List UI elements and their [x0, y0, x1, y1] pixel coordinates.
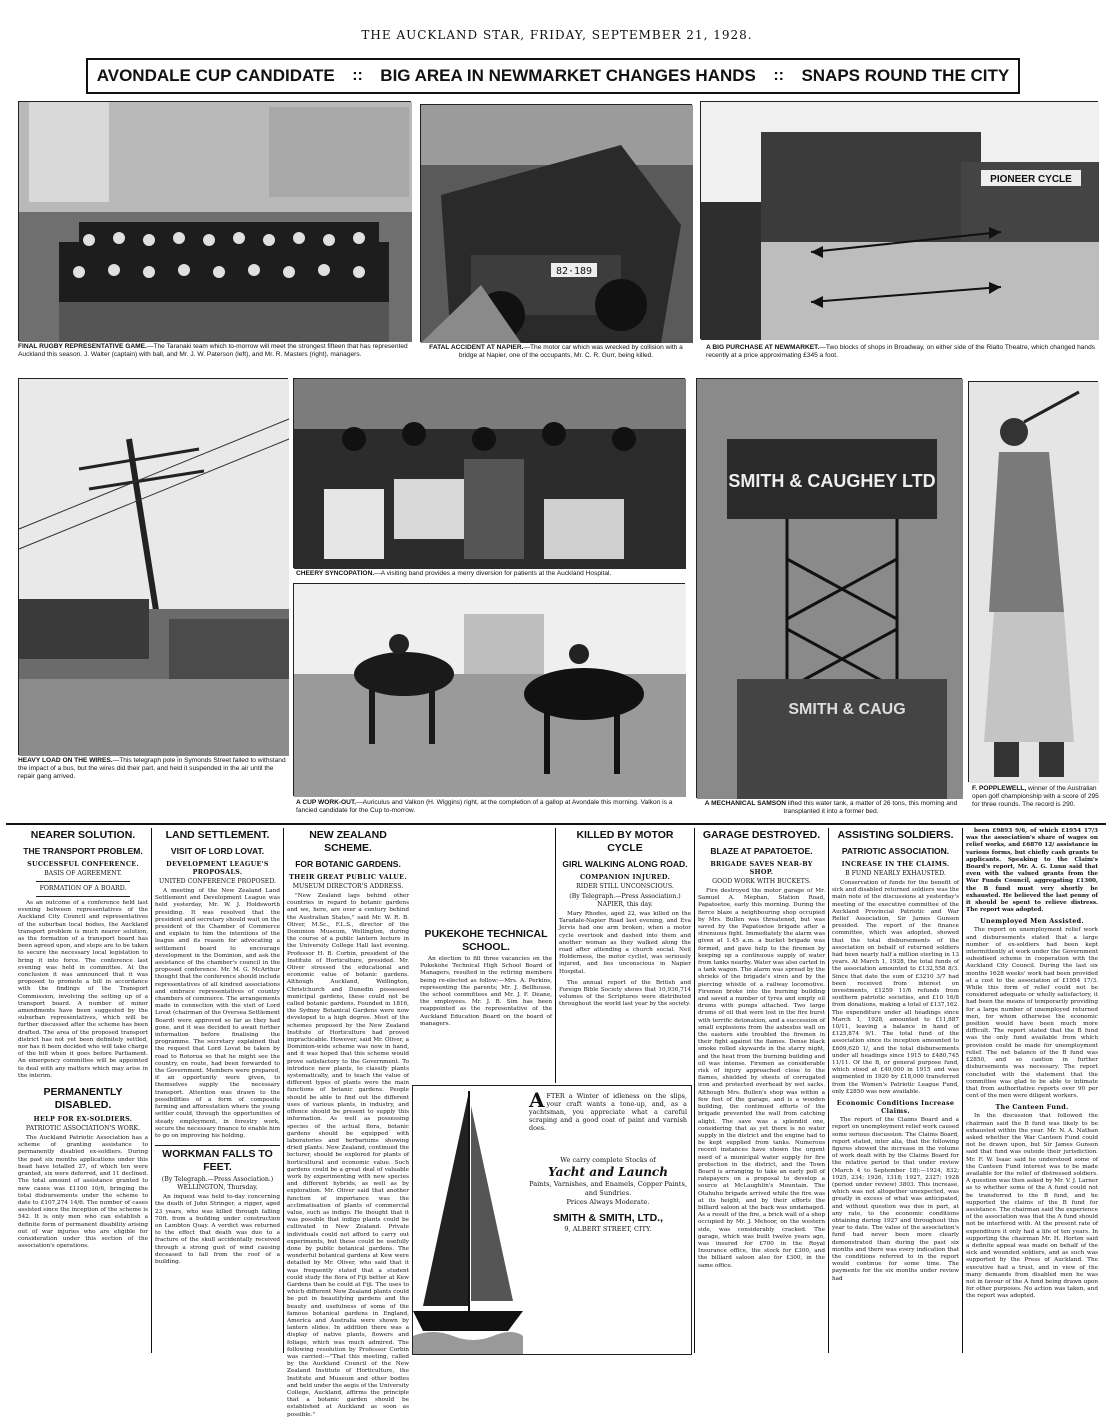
photo-newmarket-shops	[700, 101, 1098, 339]
article-botanic-gardens	[287, 828, 409, 1418]
caption-accident	[420, 344, 692, 374]
headline: PERMANENTLY DISABLED.	[43, 1086, 123, 1112]
photo-telegraph-pole	[18, 378, 288, 755]
tank-sign: SMITH & CAUGHEY LTD	[728, 471, 936, 491]
article-body: The annual report of the British and Foreign Bible Society shows that 10,936,714 volumes of the Scriptures were distributed throughout the world last year by the society.	[559, 979, 691, 1008]
column-rule	[694, 828, 695, 1353]
headline: GARAGE DESTROYED.	[702, 829, 821, 841]
dateline: (By Telegraph.—Press Association.) WELLINGTON, Thursday.	[161, 1176, 274, 1192]
headline: ASSISTING SOLDIERS.	[837, 829, 954, 841]
ad-line: We carry complete Stocks of	[560, 1156, 656, 1164]
sailboat-illustration	[413, 1086, 523, 1354]
deck: HELP FOR EX-SOLDIERS.	[33, 1115, 133, 1124]
subheadline: VISIT OF LORD LOVAT.	[170, 846, 265, 856]
subheadline: FOR BOTANIC GARDENS.	[295, 859, 401, 869]
deck: DEVELOPMENT LEAGUE'S PROPOSALS.	[166, 860, 269, 876]
wall-sign: SMITH & CAUG	[788, 701, 906, 718]
headline: WORKMAN FALLS TO FEET.	[155, 1145, 280, 1174]
caption-title: A MECHANICAL SAMSON	[704, 800, 787, 807]
photo-band	[293, 378, 685, 568]
section-head: Unemployed Men Assisted.	[980, 917, 1084, 926]
caption-text: —This telegraph pole in Symonds Street failed to withstand the impact of a bus, but the wires did their part, and held it suspended in the air until the repair gang arrived.	[18, 757, 286, 780]
photo-water-tank	[696, 378, 962, 798]
subheadline: GIRL WALKING ALONG ROAD.	[562, 859, 688, 869]
headline: KILLED BY MOTOR CYCLE	[576, 829, 674, 854]
banner-left: AVONDALE CUP CANDIDATE	[96, 66, 335, 85]
caption-text: —A visiting band provides a merry diversion for patients at the Auckland Hospital.	[374, 570, 612, 577]
article-pukekohe	[420, 828, 552, 1083]
photo-rugby-team	[18, 101, 411, 341]
article-transport	[18, 828, 148, 1353]
deck: GOOD WORK WITH BUCKETS.	[712, 878, 811, 885]
headline: NEW ZEALAND SCHEME.	[309, 829, 387, 854]
banner-middle: BIG AREA IN NEWMARKET CHANGES HANDS	[380, 66, 756, 85]
banner-separator: ::	[352, 67, 363, 84]
caption-text: —Auriculus and Valkon (H. Wiggins) right, at the completion of a gallop at Avondale this morning. Valkon is a fancied candidate for the Cup to-morrow.	[296, 799, 673, 814]
deck: UNITED CONFERENCE PROPOSED.	[158, 878, 277, 885]
caption-text: lifted this water tank, a matter of 26 tons, this morning and transplanted it into a former bed.	[783, 800, 958, 815]
subheadline: PATRIOTIC ASSOCIATION.	[841, 846, 950, 856]
caption-title: CHEERY SYNCOPATION.	[296, 570, 375, 577]
article-garage-fire	[698, 828, 825, 1353]
article-body: Conservation of funds for the benefit of sick and disabled returned soldiers was the main note of the discussions at yesterday's meeting of the executive committee of the Auckland Provincial Patriotic and War Relief Association, Sir James Gunson presided. The report of the finance committee, which was adopted, showed that the total disbursements of the association on behalf of returned soldiers had been nearly half a million sterling in 13 years. At March 1, 1928, the total funds of the association amounted to £132,558 8/3. Since that date the sum of £3210 3/7 had been received from interest on investments, £1259 11/6 refunds from southern patriotic societies, and £10 16/8 from donations, making a total of £137,162. The expenditure under all headings since March 1, 1928, amounted to £11,887 10/11, leaving a balance in hand of £125,874 9/1. The total fund of the association since its inception amounted to £609,620 1/, and the total disbursements under all headings since 1915 to £480,745 11/11. Of the B, or general purpose fund, which stood at £40,000 in 1915 and was augmented in 1920 by £18,000 transferred from the Women's Patriotic League Fund, only £2850 was now available.	[832, 880, 959, 1095]
caption-workout	[296, 799, 688, 821]
caption-text: —Two blocks of shops in Broadway, on either side of the Rialto Theatre, which changed hands recently at a price approximating £345 a foot.	[706, 344, 1096, 359]
column-rule	[555, 828, 556, 1083]
caption-title: F. POPPLEWELL,	[972, 785, 1027, 792]
caption-title: FATAL ACCIDENT AT NAPIER.	[429, 344, 524, 351]
caption-text: winner of the Australian open golf championship with a score of 295 for three rounds. The record is 290.	[972, 785, 1099, 808]
deck: B FUND NEARLY EXHAUSTED.	[845, 870, 946, 877]
masthead: THE AUCKLAND STAR, FRIDAY, SEPTEMBER 21, 1928.	[361, 28, 753, 42]
article-land-settlement	[155, 828, 280, 1353]
caption-title: A BIG PURCHASE AT NEWMARKET.	[706, 344, 820, 351]
headline-banner	[86, 58, 1020, 94]
column-rule	[151, 828, 152, 1353]
ad-intro: FTER a Winter of idleness on the slips, your craft wants a tone-up, and, as a yachtsman, you appreciate what a careful scraping and a good coat of paint and varnish does.	[529, 1092, 687, 1132]
deck: INCREASE IN THE CLAIMS.	[841, 860, 950, 868]
caption-text: —The Taranaki team which to-morrow will meet the strongest fifteen that has represented Auckland this season. J. Walter (captain) with ball, and Mr. J. W. Paterson (left), and Mr. R. Masters (right), managers.	[18, 343, 408, 358]
caption-band	[296, 570, 688, 582]
column-rule	[828, 828, 829, 1353]
article-body: The report on unemployment relief work and disbursements stated that a large number of ex-soldiers had been kept intermittently at work under the Government subsidised scheme in cooperation with the Auckland City Council. During the last six months 1628 weeks' work had been provided at a cost to the association of £1954 17/3. While this form of relief could not be considered adequate or wholly satisfactory, it had been the means of temporarily providing for a large number of unemployed returned men, for whom otherwise the economic position would have been much more difficult. The report stated that the B fund was the only fund available from which provision could be made for unemployment relief. The net balance of the B fund was £2850, and so caution in further disbursements was necessary. The report concluded with the statement that the committee was glad to be able to intimate that from authoritative reports over 90 per cent of the men were diligent workers.	[966, 927, 1098, 1100]
caption-newmarket	[706, 344, 1098, 366]
article-body: As an outcome of a conference held last evening between representatives of the Auckland City Council and representatives of the suburban local bodies, the Auckland transport problem is much nearer solution, as the formation of a transport board has been agreed upon, and steps are to be taken to secure the necessary local legislation to bring it into force. The conference last evening was held in committee. At the conclusion it was announced that it was proposed to promote a bill in accordance with the findings of the Transport Commission, involving the setting up of a transport board. A number of minor amendments have been suggested by the suburban representatives, which will be further discussed after the scheme has been drafted. The area of the proposed transport district has not yet been definitely settled, nor has it been decided who will take charge of the bill when it goes before Parliament. An emergency committee will be appointed to deal with any matters which may arise in the interim.	[18, 900, 148, 1079]
caption-title: FINAL RUGBY REPRESENTATIVE GAME.	[18, 343, 147, 350]
headline: NEARER SOLUTION.	[30, 829, 136, 841]
article-body: Fire destroyed the motor garage of Mr. Samuel A. Mephan, Station Road, Papatoetoe, early this morning. During the fierce blaze a neighbouring shop occupied by Mrs. Bullen was threatened, but was saved by the Papatoetoe brigade after a strenuous fight. Immediately the alarm was given at 1.45 a.m. a bucket brigade was formed, and gave help to the firemen by keeping up a continuous supply of water from tanks nearby. Water was also carted in a tank wagon. The alarm was spread by the shrieks of the brigade's siren and by the piercing whistle of a railway locomotive. Firemen broke into the burning building and saved a number of tyres and empty oil drums with pumps attached. Two large drums of oil that were lost in the fire burst with terrific detonation, and a succession of small explosions from the asbestos wall on the eastern side troubled the firemen in their fight against the flames. Dense black smoke rolled skywards in the starry night, and the heat from the burning building and oil was intense. Firemen as considerable risk of injury approached close to the flames, shielded by sheets of corrugated iron and protected overhead by wet sacks. Although Mrs. Bullen's shop was within a few feet of the garage, and is a wooden building, the continued efforts of the brigade prevented the wall from catching alight. The save was a splendid one, considering that as yet there is no water supply in the district and the engine had to be kept supplied from tanks. Numerous recent instances have shown the urgent need of a municipal water supply for fire protection in the district, and the Town Board is arranging to take an early poll of ratepayers on a proposal to develop a source at McLaughlin's Mountain. The Otahuhu brigade arrived while the fire was at its height, and by their efforts the billiard saloon at the back was undamaged. As a result of the fire, a brick wall of a shop occupied by Mr. J. Mehoor, on the western side, was considerably cracked. The garage, which was built twelve years ago, was insured for £700 in the Royal Insurance office, the stock for £300, and the billiard saloon also for £300, in the same office.	[698, 888, 825, 1269]
deck: BRIGADE SAVES NEAR-BY SHOP.	[710, 860, 813, 876]
article-body: "New Zealand lags behind other countries in regard to botanic gardens and we, here, are over a century behind the Australian States," said Mr. W. R. B. Oliver, M.Sc., F.L.S., director of the Dominion Museum, Wellington, during the course of a public lantern lecture in the University College Hall last evening. Professor H. B. Corbin, president of the Institute of Horticulture, presided. Mr. Oliver stressed the educational and economic value of botanic gardens. Although Auckland, Wellington, Christchurch and Dunedin possessed municipal gardens, these could not be called botanic gardens. Founded in 1816, the Sydney Botanical Gardens were now developed to a high degree. Most of the schemes proposed by the New Zealand Institute of Horticulture had proved impracticable. However, said Mr. Oliver, a Dominion-wide scheme was now in hand, and it was hoped that this scheme would prove satisfactory to the Government. To introduce new plants, to classify plants systematically, and to teach the value of different types of plants were the main functions of botanic gardens. People should be able to find out the different uses of various plants, in industry, and offence should be present to supply this information. As well as possessing species of the actual flora, botanic gardens should be equipped with laboratories and herbariums showing dried plants. New Zealand, continued the lecturer, should be explored for plants of horticultural and economic value. Such gardens could be a great deal of valuable work by experimenting with new species and different hybrids, as well as by exploration. Mr. Oliver said that another function of importance was the acclimatisation of plants of commercial value, such as indigo. He thought that it was possible that indigo plants could be cultivated in New Zealand. Private individuals could not afford to carry out experiments, but these could be usefully done by public botanical gardens. The wonderful botanical gardens at Kew were detailed by Mr. Oliver, who said that it was frequently stated that a student could study the flora of Fiji better at Kew Gardens than he could at Fiji. The uses to which different New Zealand plants could be put in beautifying gardens and the beauty and usefulness of some of the famous botanical gardens in England, America and Australia were shown by lantern slides. In addition there was a display of native plants, flowers and foliage, which was much admired. The following resolution by Professor Corbin was carried:—"That this meeting, called by the Auckland Council of the New Zealand Institute of Horticulture, the Institute and Museum and other bodies and held under the aegis of the University College, Auckland, affirms the principle that a botanic garden should be established at Auckland as soon as possible."	[287, 893, 409, 1418]
deck: MUSEUM DIRECTOR'S ADDRESS.	[292, 883, 404, 890]
ad-product: Yacht and Launch	[548, 1165, 668, 1179]
banner-right: SNAPS ROUND THE CITY	[801, 66, 1010, 85]
headline: PUKEKOHE TECHNICAL SCHOOL.	[424, 928, 548, 953]
yacht-paint-advertisement	[412, 1085, 692, 1355]
deck: PATRIOTIC ASSOCIATION'S WORK.	[25, 1125, 141, 1133]
article-body: An election to fill three vacancies on the Pukekohe Technical High School Board of Managers, resulted in the retiring members being re-elected as follow:—Mrs. A. Perkins, representing the parents; Mr. J. Bellhouse, the school committees and Mr. J. F. Deane, the employees. Mr. J. B. Sim has been reappointed as the representative of the Auckland Education Board on the board of managers.	[420, 956, 552, 1027]
caption-wires	[18, 757, 290, 801]
section-rule	[6, 823, 1106, 825]
article-assisting-soldiers	[832, 828, 959, 1353]
article-continued	[966, 828, 1098, 1353]
article-body: An inquest was held to-day concerning the death of John Stringer, a rigger, aged 23 years, who was killed through falling 70ft. from a building under construction on Lambton Quay. A verdict was returned to the effect that death was due to a fracture of the skull accidentally received through a strong gust of wind causing deceased to fall from the roof of a building.	[155, 1194, 280, 1265]
headline: LAND SETTLEMENT.	[165, 829, 270, 841]
article-body: In the discussion that followed the chairman said the B fund was likely to be exhausted within the year. Mr. N. A. Nathan asked whether the War Canteen Fund could not be drawn upon, but Sir James Gunson said that fund was outside their jurisdiction. Mr. F. W. Isaac said he understood some of the Canteen Fund interest was to be made available for the relief of distressed soldiers. A question was then asked by Mr. V. J. Larner as to whether some of the A fund could not be transferred to the B fund, and he supported the claims of the B fund for assistance. The chairman said the experience of the association was that the A fund should not be interfered with. At the present rate of expenditure it only had a life of ten years. In supporting the chairman Mr. H. Horton said a definite appeal was made on behalf of the sick and wounded soldiers, and as such was supported by the Press of Auckland. The executive had a trust, and in view of the many demands from disabled men he was not in favour of the A fund being drawn upon for other purposes. No action was taken, and the report was adopted.	[966, 1113, 1098, 1300]
ad-line: Paints, Varnishes, and Enamels, Copper Paints, and Sundries.	[529, 1180, 687, 1197]
section-head: Economic Conditions Increase Claims.	[836, 1099, 955, 1116]
deck: COMPANION INJURED.	[579, 873, 671, 881]
article-body: been £9893 9/6, of which £1954 17/3 was the association's share of wages on relief works, and £6870 12/ assistance in various forms, but chiefly cash grants to applicants. Speaking to the Claim's Board's report, Mr. A. G. Lunn said that even with the valued grants from the War Funds Council, aggregating £1300, the B fund must very shortly be exhausted. He believed the last penny of it should be spent to relieve distress. The report was adopted.	[966, 828, 1098, 914]
shop-sign: PIONEER CYCLE	[990, 174, 1072, 185]
caption-golfer	[972, 785, 1100, 821]
deck: BASIS OF AGREEMENT.	[44, 870, 122, 877]
photo-car-accident	[420, 104, 692, 342]
caption-samson	[700, 800, 962, 822]
ad-address: 9, ALBERT STREET, CITY.	[564, 1225, 652, 1233]
photo-golfer	[968, 381, 1098, 782]
column-rule	[283, 828, 284, 1353]
subheadline: THE TRANSPORT PROBLEM.	[23, 846, 143, 856]
article-body: Mary Rhodes, aged 22, was killed on the Taradale-Napier Road last evening, and Eva Jervis had one arm broken, when a motor cycle overtook and dashed into them and another woman as they walked along the road after attending a church social. Neil Holderness, the motor cyclist, was seriously injured, and lies unconscious in Napier Hospital.	[559, 911, 691, 975]
ad-line: Prices Always Moderate.	[566, 1198, 650, 1206]
article-body: A meeting of the New Zealand Land Settlement and Development League was held yesterday, Mr. W. J. Holdsworth presiding. It was resolved that the president and secretary should wait on the president of the Chamber of Commerce and explain to him the intentions of the league and its reason for advocating a settlement board to encourage development in the Dominion, and ask the assistance of the chamber's council in the proposed conference. Mr. M. G. McArthur thought that the conference should include representatives of all kindred associations and embrace representatives of country chambers of commerce. The arrangements made in connection with the visit of Lord Lovat (chairman of the Oversea Settlement Board) were approved so far as they had gone, and it was decided to await further information before finalising the programme. The secretary explained that the request that Lord Lovat be taken by road to Rotorua so that he might see the country, en route, had been forwarded to the Government. Members were prepared, if an opportunity were given, to themselves supply the necessary transport. Attention was drawn to the possibilities of a form of composite farming and afforestation where the young settler could, through the opportunities of steady employment, in forestry work, secure the necessary finance to enable him to go on improving his holding.	[155, 888, 281, 1139]
section-head: The Canteen Fund.	[995, 1103, 1069, 1112]
number-plate: 82·189	[555, 266, 593, 277]
caption-title: A CUP WORK-OUT.	[296, 799, 357, 806]
caption-rugby	[18, 343, 411, 373]
drop-cap: A	[529, 1088, 545, 1112]
dateline: (By Telegraph.—Press Association.) NAPIER, this day.	[569, 893, 681, 908]
banner-separator: ::	[773, 67, 784, 84]
deck: RIDER STILL UNCONSCIOUS.	[576, 883, 674, 890]
column-rule	[962, 828, 963, 1353]
article-body: The Auckland Patriotic Association has a scheme of granting assistance to permanently disabled ex-soldiers. During the past six months applications under this head have totalled 27, of which ten were granted, six were deferred, and 11 declined. The total amount of assistance granted to new cases was £1100 10/6, bringing the total disbursements under the scheme to date to £107,274 14/6. The number of cases assisted since the inception of the scheme is 542. It is only men who can establish a definite form of permanent disability arising out of war injuries who are eligible for consideration under this section of the association's operations.	[18, 1135, 148, 1250]
caption-text: —The motor car which was wrecked by collision with a bridge at Napier, one of the occupants, Mr. C. R. Gurr, being killed.	[458, 344, 683, 359]
article-motor-cycle	[559, 828, 691, 1083]
deck: FORMATION OF A BOARD.	[39, 885, 127, 892]
caption-title: HEAVY LOAD ON THE WIRES.	[18, 757, 113, 764]
ad-company: SMITH & SMITH, LTD.,	[552, 1212, 664, 1224]
article-body: The report of the Claims Board and a report on unemployment relief work caused some serious discussion. The Claims Board, report stated, inter alia, that the following figures showed the increase in the volume of work dealt with by the Claims Board for the relative period to that under review (March 4 to September 18):—1924, 832; 1925, 234; 1926, 1318; 1927, 2327; 1928 (period under review) 3803. This increase, which was not altogether unexpected, was greatly in excess of what was anticipated, and without question was due in part, at any rate, to the economic conditions obtaining during 1927 and throughout this year to date. The value of the association's fund had never been more clearly demonstrated than during the past six months and there was every indication that the conditions referred to in the report would continue for some time. The payments for the six months under review had	[832, 1117, 959, 1282]
deck: THEIR GREAT PUBLIC VALUE.	[289, 873, 407, 881]
deck: SUCCESSFUL CONFERENCE.	[27, 860, 139, 868]
photo-horses	[293, 583, 685, 796]
subheadline: BLAZE AT PAPATOETOE.	[710, 846, 813, 856]
